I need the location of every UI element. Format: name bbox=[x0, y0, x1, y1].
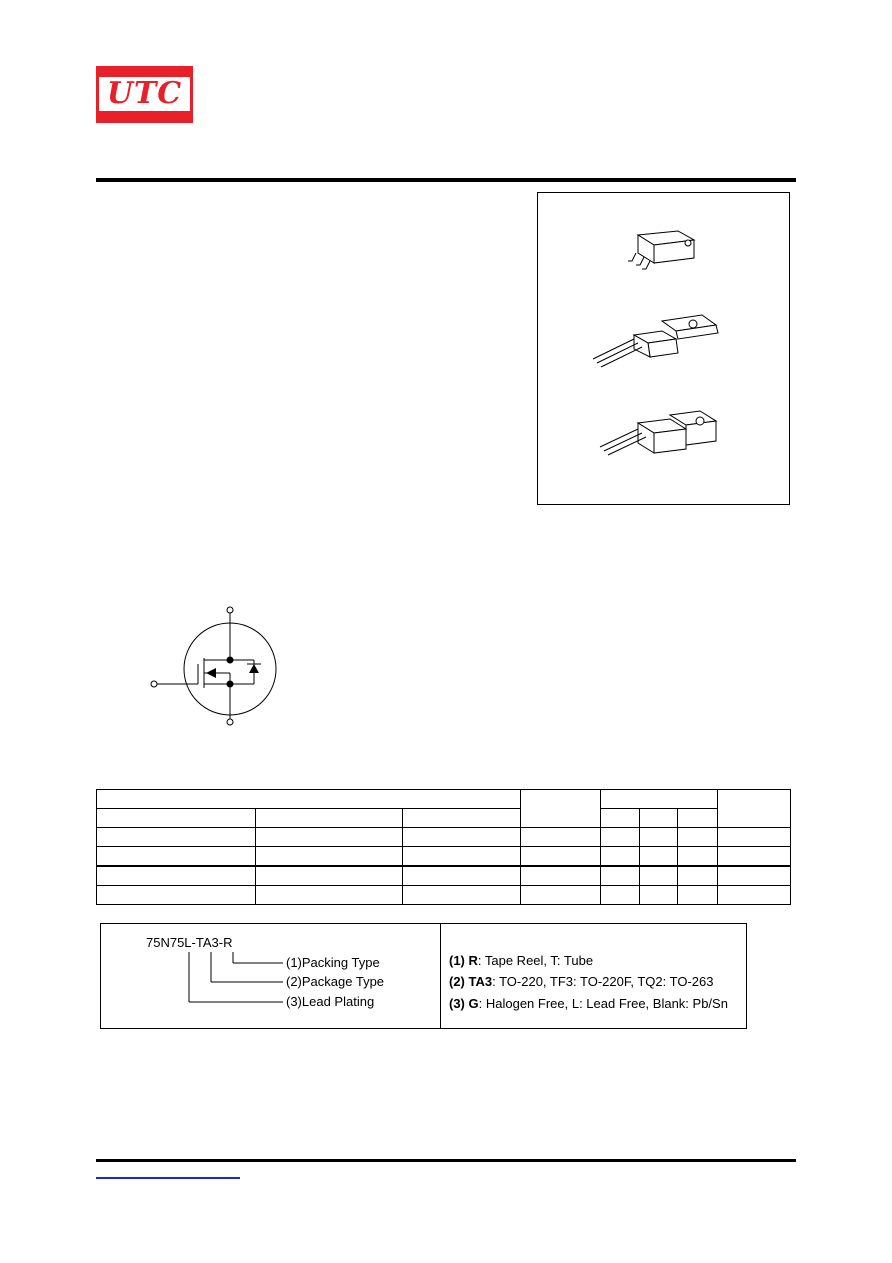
table-row bbox=[97, 847, 791, 867]
source-terminal bbox=[227, 719, 233, 725]
table-header-cell bbox=[256, 809, 403, 828]
part-number: 75N75L-TA3-R bbox=[146, 935, 233, 950]
table-header-cell bbox=[718, 790, 791, 828]
marking-info-box bbox=[100, 923, 747, 1029]
legend-packing-type: (1)Packing Type bbox=[286, 955, 380, 970]
table-header-cell bbox=[403, 809, 521, 828]
table-header-cell bbox=[97, 809, 256, 828]
description-key: (1) R bbox=[449, 953, 478, 968]
table-subheader-row bbox=[97, 809, 791, 828]
footer-rule bbox=[96, 1159, 796, 1162]
ordering-table bbox=[96, 789, 790, 902]
description-key: (2) TA3 bbox=[449, 974, 493, 989]
description-text: : Halogen Free, L: Lead Free, Blank: Pb/Sn bbox=[478, 996, 728, 1011]
to220-package-icon bbox=[593, 315, 718, 367]
description-plating bbox=[449, 996, 728, 1012]
description-package bbox=[449, 974, 713, 990]
gate-terminal bbox=[151, 681, 157, 687]
footer-website-link[interactable] bbox=[96, 1177, 240, 1179]
table-header-cell bbox=[601, 790, 718, 809]
drain-terminal bbox=[227, 607, 233, 613]
description-text: : TO-220, TF3: TO-220F, TQ2: TO-263 bbox=[492, 974, 714, 989]
header-rule bbox=[96, 178, 796, 182]
table-row bbox=[97, 886, 791, 905]
table-header-cell bbox=[640, 809, 678, 828]
table-header-cell bbox=[678, 809, 718, 828]
mosfet-symbol bbox=[146, 602, 286, 737]
to220f-package-icon bbox=[600, 411, 716, 455]
table-header-cell bbox=[521, 790, 601, 828]
package-images-box bbox=[537, 192, 790, 505]
table-header-row bbox=[97, 790, 791, 809]
package-drawings bbox=[538, 193, 791, 506]
logo-text: UTC bbox=[106, 76, 183, 111]
table-row bbox=[97, 866, 791, 886]
to263-package-icon bbox=[628, 231, 694, 269]
description-packing bbox=[449, 953, 593, 969]
description-text: : Tape Reel, T: Tube bbox=[477, 953, 594, 968]
table-header-cell bbox=[601, 809, 640, 828]
description-key: (3) G bbox=[449, 996, 479, 1011]
table-row bbox=[97, 828, 791, 847]
table-header-cell bbox=[97, 790, 521, 809]
marking-divider bbox=[440, 924, 441, 1028]
legend-lead-plating: (3)Lead Plating bbox=[286, 994, 375, 1009]
utc-logo bbox=[96, 66, 193, 123]
legend-package-type: (2)Package Type bbox=[286, 974, 385, 989]
